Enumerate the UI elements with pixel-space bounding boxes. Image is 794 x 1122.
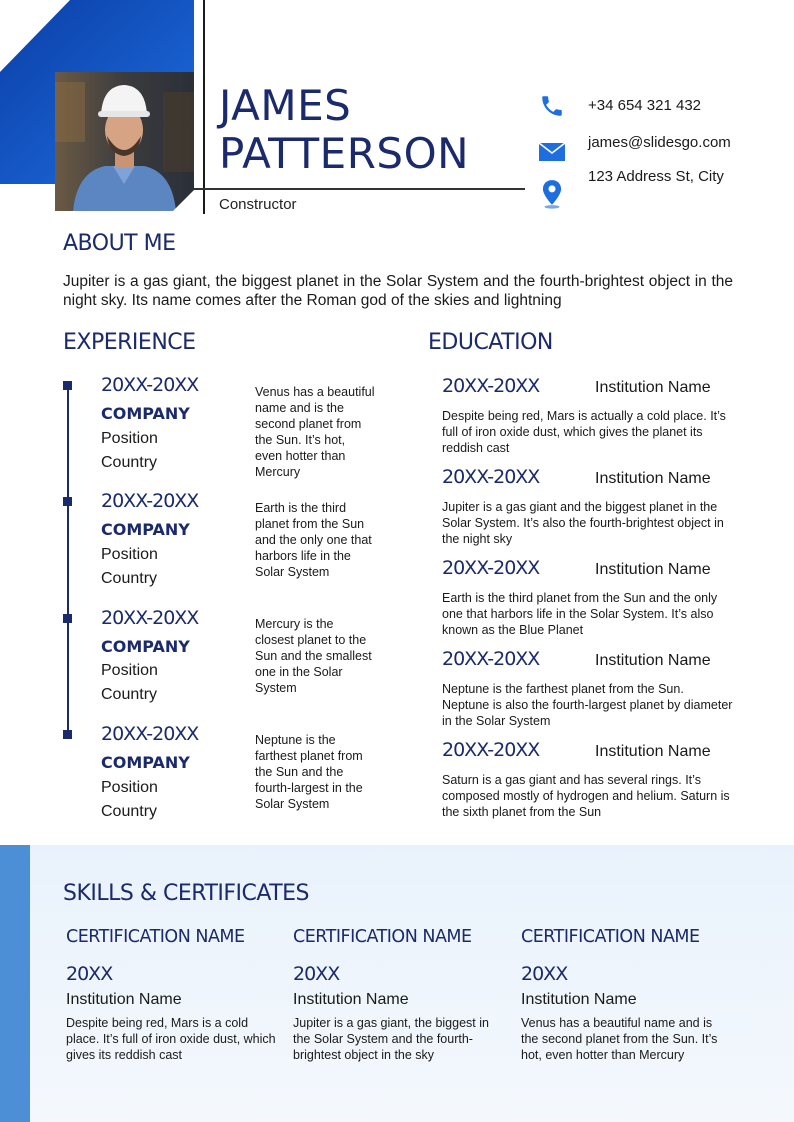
education-description: Saturn is a gas giant and has several rings. It’s composed mostly of hydrogen and helium. Saturn is the sixth planet from the Sun xyxy=(442,773,730,819)
experience-company: COMPANY xyxy=(101,520,190,539)
experience-description: Earth is the third planet from the Sun and the only one that harbors life in the Solar System xyxy=(255,501,372,579)
experience-country: Country xyxy=(101,454,158,471)
contact-address xyxy=(538,168,724,208)
certificate-year: 20XX xyxy=(521,963,568,985)
about-text: Jupiter is a gas giant, the biggest planet in the Solar System and the fourth-brightest object in the night sky. Its name comes after the Roman god of the skies and lightning xyxy=(63,273,733,309)
education-institution: Institution Name xyxy=(595,470,711,487)
education-description: Jupiter is a gas giant and the biggest planet in the Solar System. It’s also the fourth-brightest object in the night sky xyxy=(442,500,724,546)
experience-country: Country xyxy=(101,686,158,703)
full-name xyxy=(219,82,469,178)
education-description: Neptune is the farthest planet from the Sun. Neptune is also the fourth-largest planet by diameter in the Solar System xyxy=(442,682,733,728)
certificate-description: Jupiter is a gas giant, the biggest in the Solar System and the fourth-brightest object in the sky xyxy=(293,1016,489,1062)
certificate-description: Venus has a beautiful name and is the second planet from the Sun. It’s hot, even hotter than Mercury xyxy=(521,1016,718,1062)
certificate-name: CERTIFICATION NAME xyxy=(293,927,472,947)
contact-phone xyxy=(538,92,702,120)
timeline-dot xyxy=(63,614,72,623)
skills-heading: SKILLS & CERTIFICATES xyxy=(63,881,310,906)
education-years: 20XX-20XX xyxy=(442,375,540,397)
education-description: Despite being red, Mars is actually a cold place. It’s full of iron oxide dust, which gives the planet its reddish cast xyxy=(442,409,726,455)
timeline-line xyxy=(67,386,69,736)
phone-number[interactable]: +34 654 321 432 xyxy=(588,97,702,114)
contact-email xyxy=(538,134,731,166)
street-address: 123 Address St, City xyxy=(588,168,724,185)
profile-photo xyxy=(55,72,194,211)
experience-years: 20XX-20XX xyxy=(101,607,199,629)
education-institution: Institution Name xyxy=(595,379,711,396)
skills-accent-bar xyxy=(0,845,30,1122)
certificate-year: 20XX xyxy=(66,963,113,985)
experience-description: Neptune is the farthest planet from the Sun and the fourth-largest in the Solar System xyxy=(255,733,363,811)
timeline-dot xyxy=(63,381,72,390)
experience-description: Venus has a beautiful name and is the second planet from the Sun. It’s hot, even hotter than Mercury xyxy=(255,385,375,479)
location-pin-icon xyxy=(538,180,566,208)
job-title: Constructor xyxy=(219,196,297,213)
experience-years: 20XX-20XX xyxy=(101,374,199,396)
certificate-institution: Institution Name xyxy=(66,991,182,1008)
experience-years: 20XX-20XX xyxy=(101,723,199,745)
experience-company: COMPANY xyxy=(101,637,190,656)
certificate-name: CERTIFICATION NAME xyxy=(521,927,700,947)
about-heading: ABOUT ME xyxy=(63,231,176,256)
experience-country: Country xyxy=(101,803,158,820)
experience-position: Position xyxy=(101,430,158,447)
certificate-institution: Institution Name xyxy=(521,991,637,1008)
education-institution: Institution Name xyxy=(595,561,711,578)
experience-company: COMPANY xyxy=(101,753,190,772)
education-description: Earth is the third planet from the Sun and the only one that harbors life in the Solar System. It’s also known as the Blue Planet xyxy=(442,591,718,637)
education-institution: Institution Name xyxy=(595,743,711,760)
first-name: JAMES xyxy=(219,81,352,130)
experience-company: COMPANY xyxy=(101,404,190,423)
education-institution: Institution Name xyxy=(595,652,711,669)
experience-years: 20XX-20XX xyxy=(101,490,199,512)
education-years: 20XX-20XX xyxy=(442,739,540,761)
experience-position: Position xyxy=(101,662,158,679)
email-address[interactable]: james@slidesgo.com xyxy=(588,134,731,151)
experience-description: Mercury is the closest planet to the Sun and the smallest one in the Solar System xyxy=(255,617,372,695)
vertical-divider xyxy=(203,0,205,214)
education-heading: EDUCATION xyxy=(428,330,553,355)
phone-icon xyxy=(538,92,566,120)
education-years: 20XX-20XX xyxy=(442,648,540,670)
last-name: PATTERSON xyxy=(219,129,470,178)
education-years: 20XX-20XX xyxy=(442,557,540,579)
certificate-description: Despite being red, Mars is a cold place. It’s full of iron oxide dust, which gives its reddish cast xyxy=(66,1016,276,1062)
experience-position: Position xyxy=(101,779,158,796)
experience-position: Position xyxy=(101,546,158,563)
certificate-name: CERTIFICATION NAME xyxy=(66,927,245,947)
experience-heading: EXPERIENCE xyxy=(63,330,196,355)
mail-icon xyxy=(538,138,566,166)
certificate-institution: Institution Name xyxy=(293,991,409,1008)
name-underline xyxy=(194,188,525,190)
timeline-dot xyxy=(63,730,72,739)
timeline-dot xyxy=(63,497,72,506)
experience-country: Country xyxy=(101,570,158,587)
certificate-year: 20XX xyxy=(293,963,340,985)
education-years: 20XX-20XX xyxy=(442,466,540,488)
